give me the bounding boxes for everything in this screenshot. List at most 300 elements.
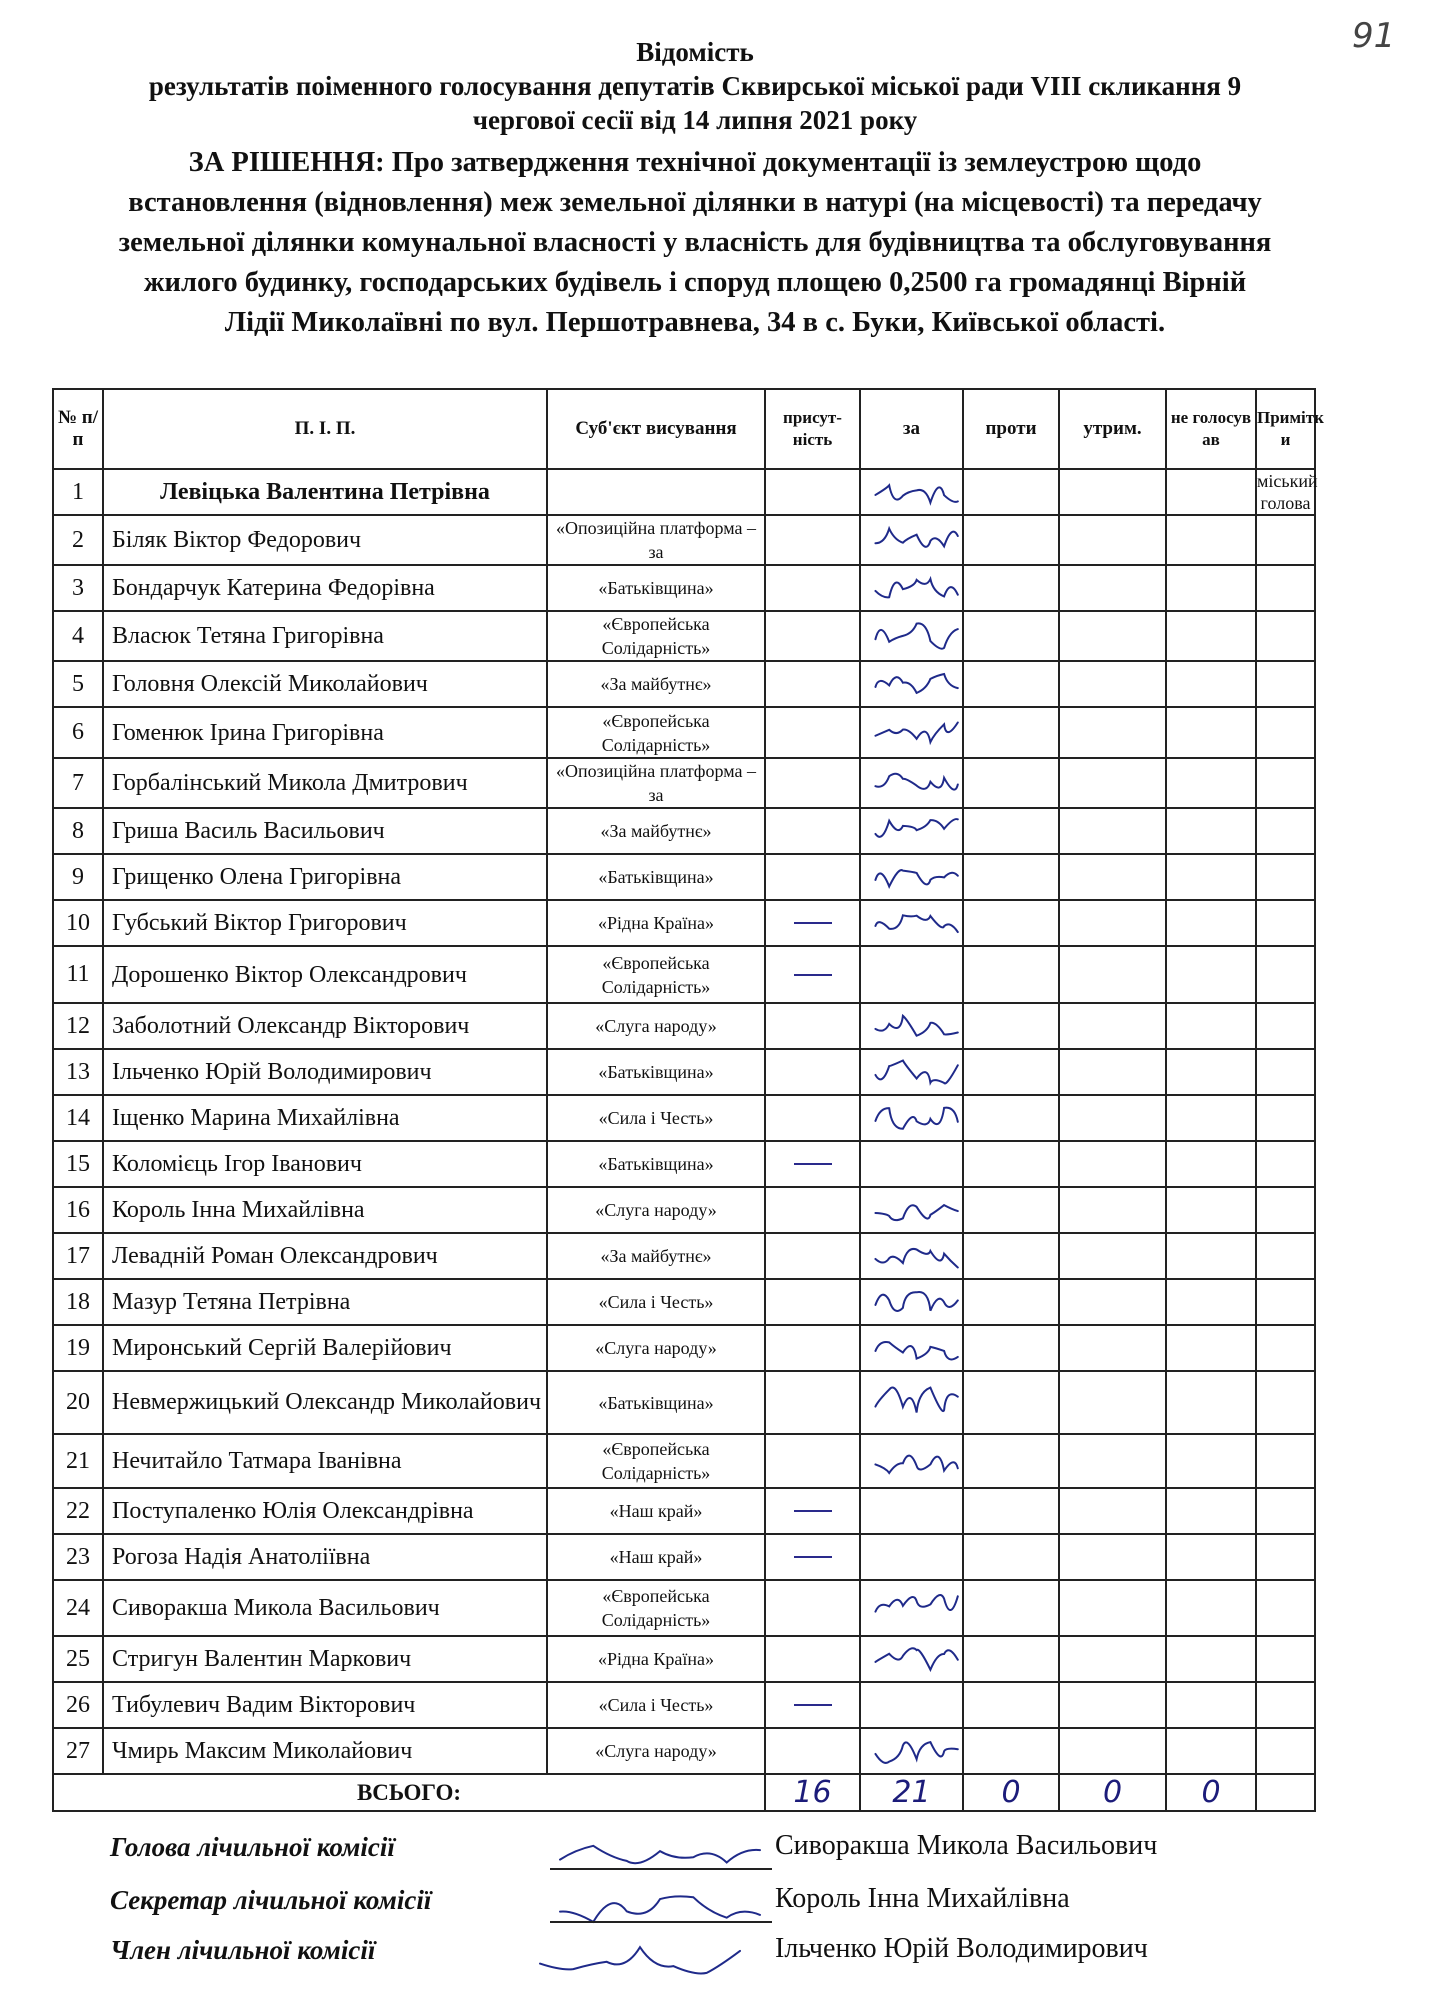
row-number: 17 [53, 1233, 103, 1279]
present-cell [765, 611, 860, 661]
vote-against-cell [963, 1534, 1059, 1580]
nominating-party: «Батьківщина» [547, 1371, 765, 1434]
member-label: Член лічильної комісії [110, 1935, 376, 1965]
present-cell [765, 707, 860, 758]
vote-against-cell [963, 1095, 1059, 1141]
vote-against-cell [963, 808, 1059, 854]
abstain-cell [1059, 1580, 1166, 1636]
not-voted-cell [1166, 1580, 1256, 1636]
vote-against-cell [963, 469, 1059, 515]
note-cell [1256, 611, 1315, 661]
note-cell [1256, 758, 1315, 808]
vote-against-cell [963, 758, 1059, 808]
totals-row [53, 1774, 1315, 1811]
not-voted-cell [1166, 1636, 1256, 1682]
abstain-cell [1059, 1488, 1166, 1534]
vote-against-cell [963, 1003, 1059, 1049]
present-cell [765, 515, 860, 565]
vote-against-cell [963, 1580, 1059, 1636]
not-voted-cell [1166, 1003, 1256, 1049]
abstain-cell [1059, 946, 1166, 1003]
vote-against-cell [963, 946, 1059, 1003]
row-number: 3 [53, 565, 103, 611]
present-cell [765, 1095, 860, 1141]
abstain-cell [1059, 1187, 1166, 1233]
abstain-cell [1059, 1095, 1166, 1141]
abstain-cell [1059, 1434, 1166, 1488]
total-not-voted: 0 [1166, 1774, 1256, 1811]
abstain-cell [1059, 1534, 1166, 1580]
not-voted-cell [1166, 1682, 1256, 1728]
deputy-name: Біляк Віктор Федорович [103, 515, 547, 565]
note-cell [1256, 707, 1315, 758]
deputy-name: Мазур Тетяна Петрівна [103, 1279, 547, 1325]
nominating-party [547, 469, 765, 515]
not-voted-cell [1166, 758, 1256, 808]
nominating-party: «Опозиційна платформа – за [547, 515, 765, 565]
vote-for-cell [860, 1728, 963, 1774]
deputy-name: Горбалінський Микола Дмитрович [103, 758, 547, 808]
nominating-party: «Батьківщина» [547, 1049, 765, 1095]
row-number: 10 [53, 900, 103, 946]
absent-dash-mark [794, 1163, 832, 1165]
table-row [53, 946, 1315, 1003]
nominating-party: «Наш край» [547, 1488, 765, 1534]
not-voted-cell [1166, 611, 1256, 661]
vote-for-cell [860, 1279, 963, 1325]
not-voted-cell [1166, 854, 1256, 900]
present-cell [765, 1233, 860, 1279]
note-cell [1256, 661, 1315, 707]
nominating-party: «Слуга народу» [547, 1325, 765, 1371]
present-cell [765, 946, 860, 1003]
nominating-party: «Європейська Солідарність» [547, 707, 765, 758]
present-cell [765, 1682, 860, 1728]
nominating-party: «Сила і Честь» [547, 1279, 765, 1325]
row-number: 22 [53, 1488, 103, 1534]
row-number: 26 [53, 1682, 103, 1728]
document-header [30, 36, 1360, 343]
nominating-party: «Слуга народу» [547, 1728, 765, 1774]
deputy-name: Чмирь Максим Миколайович [103, 1728, 547, 1774]
note-cell [1256, 1233, 1315, 1279]
row-number: 9 [53, 854, 103, 900]
note-cell [1256, 1580, 1315, 1636]
table-row [53, 707, 1315, 758]
present-cell [765, 1434, 860, 1488]
table-row [53, 854, 1315, 900]
row-number: 6 [53, 707, 103, 758]
not-voted-cell [1166, 565, 1256, 611]
table-row [53, 1325, 1315, 1371]
vote-for-cell [860, 661, 963, 707]
abstain-cell [1059, 1233, 1166, 1279]
member-name: Ільченко Юрій Володимирович [775, 1933, 1148, 1964]
vote-for-cell [860, 1049, 963, 1095]
table-row [53, 900, 1315, 946]
deputy-name: Власюк Тетяна Григорівна [103, 611, 547, 661]
total-present: 16 [765, 1774, 860, 1811]
present-cell [765, 854, 860, 900]
abstain-cell [1059, 1325, 1166, 1371]
present-cell [765, 1003, 860, 1049]
row-number: 12 [53, 1003, 103, 1049]
vote-for-cell [860, 611, 963, 661]
document-subtitle-line-1: результатів поіменного голосування депутатів Сквирської міської ради VIII скликання 9 [148, 71, 1242, 101]
present-cell [765, 808, 860, 854]
not-voted-cell [1166, 707, 1256, 758]
row-number: 20 [53, 1371, 103, 1434]
table-row [53, 515, 1315, 565]
row-number: 4 [53, 611, 103, 661]
note-cell [1256, 1187, 1315, 1233]
vote-against-cell [963, 611, 1059, 661]
handwritten-signature [560, 1846, 760, 1863]
not-voted-cell [1166, 1371, 1256, 1434]
page-number: 91 [1352, 16, 1396, 56]
deputy-name: Головня Олексій Миколайович [103, 661, 547, 707]
row-number: 23 [53, 1534, 103, 1580]
vote-for-cell [860, 1003, 963, 1049]
vote-for-cell [860, 946, 963, 1003]
note-cell [1256, 1371, 1315, 1434]
present-cell [765, 1534, 860, 1580]
vote-for-cell [860, 900, 963, 946]
note-cell [1256, 1488, 1315, 1534]
decision-line-4: жилого будинку, господарських будівель і споруд площею 0,2500 га громадянці Вірній [143, 267, 1247, 298]
present-cell [765, 1325, 860, 1371]
note-cell [1256, 1003, 1315, 1049]
nominating-party: «Рідна Країна» [547, 900, 765, 946]
abstain-cell [1059, 900, 1166, 946]
not-voted-cell [1166, 900, 1256, 946]
vote-for-cell [860, 854, 963, 900]
row-number: 25 [53, 1636, 103, 1682]
total-abstain: 0 [1059, 1774, 1166, 1811]
present-cell [765, 758, 860, 808]
vote-for-cell [860, 565, 963, 611]
not-voted-cell [1166, 1279, 1256, 1325]
abstain-cell [1059, 1371, 1166, 1434]
vote-against-cell [963, 1728, 1059, 1774]
vote-for-cell [860, 808, 963, 854]
voting-table [52, 388, 1324, 1812]
nominating-party: «Слуга народу» [547, 1187, 765, 1233]
vote-against-cell [963, 515, 1059, 565]
not-voted-cell [1166, 661, 1256, 707]
abstain-cell [1059, 469, 1166, 515]
present-cell [765, 1141, 860, 1187]
deputy-name: Гриша Василь Васильович [103, 808, 547, 854]
nominating-party: «Наш край» [547, 1534, 765, 1580]
note-cell [1256, 1279, 1315, 1325]
deputy-name: Коломієць Ігор Іванович [103, 1141, 547, 1187]
deputy-name: Заболотний Олександр Вікторович [103, 1003, 547, 1049]
abstain-cell [1059, 1728, 1166, 1774]
row-number: 15 [53, 1141, 103, 1187]
decision-line-2: встановлення (відновлення) меж земельної ділянки в натурі (на місцевості) та передачу [128, 187, 1262, 218]
vote-against-cell [963, 1488, 1059, 1534]
col-header-num: № п/п [53, 389, 103, 469]
deputy-name: Гоменюк Ірина Григорівна [103, 707, 547, 758]
present-cell [765, 1488, 860, 1534]
table-row [53, 1049, 1315, 1095]
row-number: 1 [53, 469, 103, 515]
decision-text [30, 143, 1360, 343]
table-row [53, 808, 1315, 854]
table-row [53, 1371, 1315, 1434]
row-number: 7 [53, 758, 103, 808]
row-number: 13 [53, 1049, 103, 1095]
secretary-signature-line [550, 1921, 772, 1923]
deputy-name: Сиворакша Микола Васильович [103, 1580, 547, 1636]
document-subtitle-line-2: чергової сесії від 14 липня 2021 року [472, 105, 918, 135]
row-number: 16 [53, 1187, 103, 1233]
not-voted-cell [1166, 1488, 1256, 1534]
chair-signature-line [550, 1868, 772, 1870]
row-number: 11 [53, 946, 103, 1003]
vote-for-cell [860, 1141, 963, 1187]
present-cell [765, 1636, 860, 1682]
nominating-party: «Сила і Честь» [547, 1095, 765, 1141]
vote-for-cell [860, 707, 963, 758]
not-voted-cell [1166, 1095, 1256, 1141]
note-cell [1256, 854, 1315, 900]
vote-for-cell [860, 515, 963, 565]
note-cell: міський голова [1257, 471, 1318, 513]
deputy-name: Тибулевич Вадим Вікторович [103, 1682, 547, 1728]
col-header-present: присут-ність [765, 389, 860, 469]
nominating-party: «Європейська Солідарність» [547, 611, 765, 661]
abstain-cell [1059, 1279, 1166, 1325]
deputy-name: Поступаленко Юлія Олександрівна [103, 1488, 547, 1534]
row-number: 14 [53, 1095, 103, 1141]
not-voted-cell [1166, 1325, 1256, 1371]
table-row [53, 611, 1315, 661]
nominating-party: «За майбутнє» [547, 808, 765, 854]
note-cell [1256, 900, 1315, 946]
not-voted-cell [1166, 1187, 1256, 1233]
vote-against-cell [963, 1325, 1059, 1371]
vote-against-cell [963, 900, 1059, 946]
absent-dash-mark [794, 1556, 832, 1558]
nominating-party: «Батьківщина» [547, 1141, 765, 1187]
col-header-against: проти [963, 389, 1059, 469]
vote-against-cell [963, 1049, 1059, 1095]
nominating-party: «Сила і Честь» [547, 1682, 765, 1728]
vote-for-cell [860, 1371, 963, 1434]
abstain-cell [1059, 611, 1166, 661]
decision-line-3: земельної ділянки комунальної власності у власність для будівництва та обслуговування [118, 227, 1272, 258]
deputy-name: Стригун Валентин Маркович [103, 1636, 547, 1682]
table-row [53, 1682, 1315, 1728]
table-row [53, 1003, 1315, 1049]
not-voted-cell [1166, 1534, 1256, 1580]
table-row [53, 1095, 1315, 1141]
vote-against-cell [963, 1434, 1059, 1488]
abstain-cell [1059, 808, 1166, 854]
present-cell [765, 1580, 860, 1636]
absent-dash-mark [794, 922, 832, 924]
vote-for-cell [860, 1682, 963, 1728]
deputy-name: Король Інна Михайлівна [103, 1187, 547, 1233]
abstain-cell [1059, 661, 1166, 707]
vote-against-cell [963, 707, 1059, 758]
col-header-abstain: утрим. [1059, 389, 1166, 469]
vote-for-cell [860, 1325, 963, 1371]
nominating-party: «Опозиційна платформа – за [547, 758, 765, 808]
nominating-party: «За майбутнє» [547, 1233, 765, 1279]
decision-line-5: Лідії Миколаївні по вул. Першотравнева, 34 в с. Буки, Київської області. [224, 307, 1166, 338]
nominating-party: «За майбутнє» [547, 661, 765, 707]
not-voted-cell [1166, 1233, 1256, 1279]
col-header-note: Примітк и [1256, 389, 1315, 469]
present-cell [765, 900, 860, 946]
abstain-cell [1059, 515, 1166, 565]
col-header-for: за [860, 389, 963, 469]
absent-dash-mark [794, 974, 832, 976]
note-cell [1256, 515, 1315, 565]
absent-dash-mark [794, 1704, 832, 1706]
vote-for-cell [860, 758, 963, 808]
vote-against-cell [963, 854, 1059, 900]
vote-against-cell [963, 1371, 1059, 1434]
vote-for-cell [860, 1488, 963, 1534]
row-number: 2 [53, 515, 103, 565]
table-row [53, 1636, 1315, 1682]
not-voted-cell [1166, 808, 1256, 854]
abstain-cell [1059, 1682, 1166, 1728]
row-number: 8 [53, 808, 103, 854]
not-voted-cell [1166, 469, 1256, 515]
deputy-name: Іщенко Марина Михайлівна [103, 1095, 547, 1141]
vote-for-cell [860, 469, 963, 515]
table-header-row [53, 389, 1315, 469]
vote-against-cell [963, 1141, 1059, 1187]
not-voted-cell [1166, 1049, 1256, 1095]
note-cell [1256, 1682, 1315, 1728]
secretary-label: Секретар лічильної комісії [110, 1885, 432, 1915]
total-against: 0 [963, 1774, 1059, 1811]
deputy-name: Левіцька Валентина Петрівна [103, 469, 547, 515]
present-cell [765, 1279, 860, 1325]
deputy-name: Грищенко Олена Григорівна [103, 854, 547, 900]
vote-against-cell [963, 1187, 1059, 1233]
table-row [53, 1580, 1315, 1636]
deputy-name: Губський Віктор Григорович [103, 900, 547, 946]
decision-line-1: ЗА РІШЕННЯ: Про затвердження технічної документації із землеустрою щодо [188, 147, 1202, 178]
vote-for-cell [860, 1636, 963, 1682]
vote-against-cell [963, 1233, 1059, 1279]
vote-for-cell [860, 1095, 963, 1141]
handwritten-signature [560, 1896, 760, 1922]
vote-for-cell [860, 1534, 963, 1580]
row-number: 24 [53, 1580, 103, 1636]
present-cell [765, 1728, 860, 1774]
present-cell [765, 1371, 860, 1434]
nominating-party: «Батьківщина» [547, 854, 765, 900]
abstain-cell [1059, 758, 1166, 808]
secretary-name: Король Інна Михайлівна [775, 1883, 1070, 1914]
present-cell [765, 565, 860, 611]
vote-against-cell [963, 1636, 1059, 1682]
col-header-party: Суб'єкт висування [547, 389, 765, 469]
abstain-cell [1059, 565, 1166, 611]
note-cell [1256, 1325, 1315, 1371]
deputy-name: Бондарчук Катерина Федорівна [103, 565, 547, 611]
abstain-cell [1059, 1003, 1166, 1049]
deputy-name: Рогоза Надія Анатоліївна [103, 1534, 547, 1580]
col-header-name: П. І. П. [103, 389, 547, 469]
table-row [53, 1141, 1315, 1187]
present-cell [765, 1187, 860, 1233]
vote-for-cell [860, 1233, 963, 1279]
table-row [53, 1434, 1315, 1488]
note-cell [1256, 1095, 1315, 1141]
table-row [53, 1187, 1315, 1233]
nominating-party: «Батьківщина» [547, 565, 765, 611]
table-row [53, 661, 1315, 707]
abstain-cell [1059, 1636, 1166, 1682]
abstain-cell [1059, 1141, 1166, 1187]
abstain-cell [1059, 1049, 1166, 1095]
deputy-name: Левадній Роман Олександрович [103, 1233, 547, 1279]
deputy-name: Невмержицький Олександр Миколайович [103, 1371, 547, 1434]
handwritten-signature [540, 1947, 740, 1973]
total-note [1256, 1774, 1315, 1811]
total-label: ВСЬОГО: [53, 1774, 765, 1811]
not-voted-cell [1166, 1434, 1256, 1488]
table-row [53, 758, 1315, 808]
present-cell [765, 469, 860, 515]
note-cell [1256, 1434, 1315, 1488]
not-voted-cell [1166, 515, 1256, 565]
total-for: 21 [860, 1774, 963, 1811]
vote-against-cell [963, 1279, 1059, 1325]
deputy-name: Дорошенко Віктор Олександрович [103, 946, 547, 1003]
deputy-name: Нечитайло Татмара Іванівна [103, 1434, 547, 1488]
table-row [53, 1233, 1315, 1279]
col-header-not-voted: не голосув ав [1166, 389, 1256, 469]
vote-for-cell [860, 1580, 963, 1636]
table-row [53, 565, 1315, 611]
table-row [53, 1534, 1315, 1580]
chair-name: Сиворакша Микола Васильович [775, 1830, 1158, 1861]
vote-against-cell [963, 1682, 1059, 1728]
note-cell [1256, 1728, 1315, 1774]
row-number: 27 [53, 1728, 103, 1774]
row-number: 19 [53, 1325, 103, 1371]
chair-label: Голова лічильної комісії [110, 1832, 395, 1862]
present-cell [765, 661, 860, 707]
not-voted-cell [1166, 1141, 1256, 1187]
abstain-cell [1059, 854, 1166, 900]
document-title: Відомість [636, 37, 754, 67]
note-cell [1256, 1636, 1315, 1682]
absent-dash-mark [794, 1510, 832, 1512]
abstain-cell [1059, 707, 1166, 758]
nominating-party: «Європейська Солідарність» [547, 1580, 765, 1636]
nominating-party: «Європейська Солідарність» [547, 946, 765, 1003]
table-row [53, 1279, 1315, 1325]
note-cell [1256, 1049, 1315, 1095]
note-cell [1256, 1534, 1315, 1580]
present-cell [765, 1049, 860, 1095]
vote-for-cell [860, 1434, 963, 1488]
table-row [53, 1728, 1315, 1774]
deputy-name: Миронський Сергій Валерійович [103, 1325, 547, 1371]
not-voted-cell [1166, 946, 1256, 1003]
